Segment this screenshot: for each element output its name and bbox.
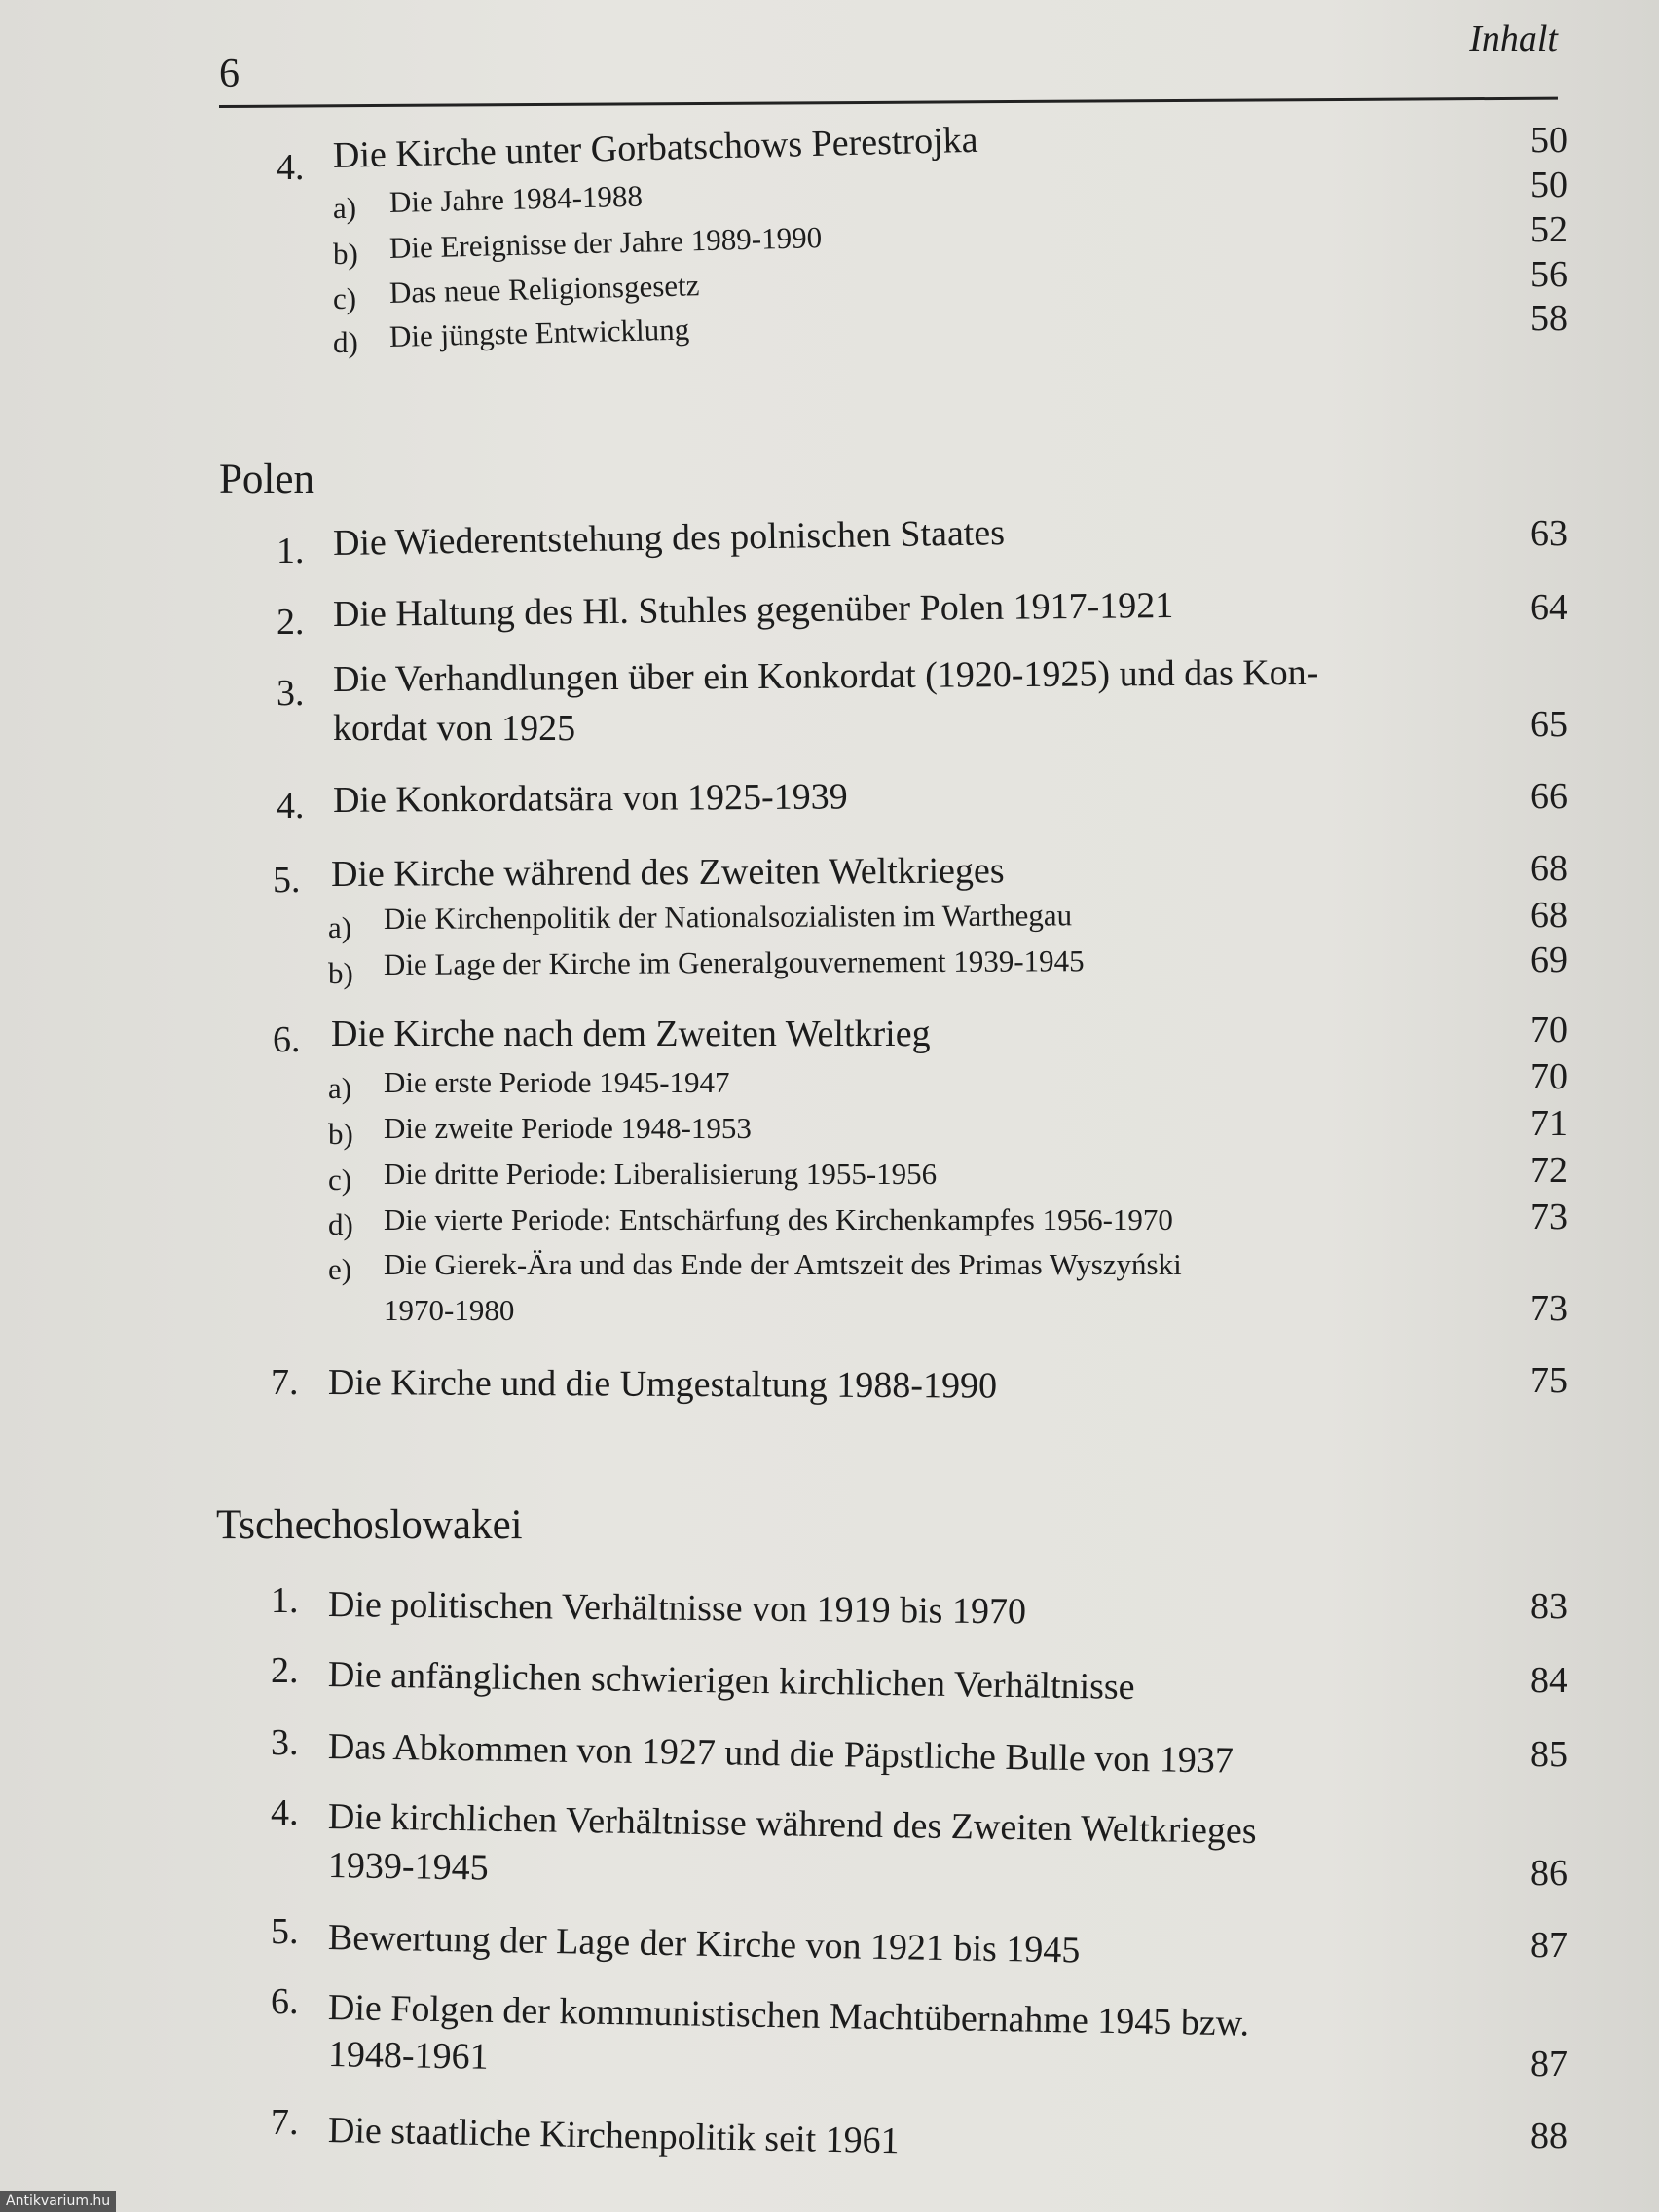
entry-number: 3. — [276, 673, 305, 714]
subentry-letter: a) — [328, 1071, 352, 1105]
section-title-polen: Polen — [219, 457, 314, 502]
entry-page: 64 — [1530, 587, 1567, 628]
entry-number: 6. — [273, 1019, 301, 1060]
subentry-page: 73 — [1530, 1288, 1567, 1329]
subentry-title: Die dritte Periode: Liberalisierung 1955-1956 — [384, 1157, 938, 1191]
entry-title: Bewertung der Lage der Kirche von 1921 bis 1945 — [327, 1917, 1081, 1972]
entry-title: Die Haltung des Hl. Stuhles gegenüber Polen 1917-1921 — [332, 584, 1174, 635]
entry-number: 4. — [271, 1792, 299, 1833]
subentry-page: 73 — [1530, 1197, 1567, 1237]
subentry-title: Die Kirchenpolitik der Nationalsozialisten im Warthegau — [383, 898, 1073, 936]
subentry-title: Die Jahre 1984-1988 — [388, 178, 644, 219]
subentry-letter: c) — [333, 281, 357, 315]
entry-number: 3. — [271, 1722, 299, 1763]
subentry-letter: c) — [328, 1162, 352, 1197]
subentry-page: 71 — [1530, 1103, 1567, 1144]
subentry-page: 50 — [1530, 165, 1567, 205]
subentry-letter: d) — [333, 325, 358, 359]
section-title-tschechoslowakei: Tschechoslowakei — [216, 1502, 523, 1548]
entry-page: 87 — [1530, 1925, 1567, 1966]
entry-number: 2. — [271, 1650, 299, 1691]
entry-title: Die Kirche unter Gorbatschows Perestrojka — [332, 119, 979, 176]
entry-number: 1. — [276, 531, 305, 571]
subentry-title: Das neue Religionsgesetz — [388, 268, 700, 310]
entry-page: 84 — [1530, 1660, 1567, 1701]
subentry-title-continued: 1970-1980 — [384, 1293, 515, 1327]
page-number: 6 — [219, 52, 240, 96]
entry-title: Die Kirche während des Zweiten Weltkrieges — [330, 850, 1005, 895]
entry-page: 65 — [1530, 704, 1567, 745]
subentry-letter: b) — [328, 956, 353, 990]
subentry-letter: a) — [333, 191, 357, 225]
subentry-letter: e) — [328, 1252, 352, 1286]
running-head: Inhalt — [1469, 18, 1558, 59]
entry-page: 83 — [1530, 1586, 1567, 1627]
entry-page: 86 — [1530, 1853, 1567, 1894]
entry-page: 50 — [1530, 120, 1567, 161]
entry-page: 70 — [1530, 1010, 1567, 1051]
entry-number: 2. — [276, 602, 305, 643]
entry-title: Die Wiederentstehung des polnischen Staates — [332, 512, 1006, 564]
entry-number: 5. — [271, 1911, 299, 1952]
subentry-letter: d) — [328, 1207, 353, 1241]
watermark-footer: Antikvarium.hu — [0, 2191, 116, 2212]
entry-number: 7. — [271, 1362, 299, 1403]
subentry-title: Die erste Periode 1945-1947 — [384, 1065, 730, 1099]
subentry-letter: a) — [328, 910, 352, 944]
subentry-title: Die Ereignisse der Jahre 1989-1990 — [388, 220, 823, 265]
subentry-title: Die vierte Periode: Entschärfung des Kirchenkampfes 1956-1970 — [384, 1202, 1173, 1236]
entry-page: 63 — [1530, 513, 1567, 554]
subentry-title: Die Lage der Kirche im Generalgouvernement 1939-1945 — [383, 943, 1085, 981]
entry-title: Das Abkommen von 1927 und die Päpstliche Bulle von 1937 — [327, 1726, 1235, 1782]
subentry-letter: b) — [328, 1117, 353, 1151]
entry-number: 1. — [271, 1580, 299, 1621]
subentry-title: Die jüngste Entwicklung — [388, 312, 690, 353]
subentry-page: 52 — [1530, 209, 1567, 250]
subentry-page: 70 — [1530, 1056, 1567, 1097]
entry-title: Die Verhandlungen über ein Konkordat (1920-1925) und das Kon- — [332, 651, 1319, 700]
entry-number: 7. — [271, 2102, 299, 2143]
entry-number: 4. — [276, 147, 305, 188]
entry-page: 88 — [1530, 2116, 1567, 2157]
entry-title-continued: kordat von 1925 — [333, 708, 576, 749]
entry-page: 85 — [1530, 1734, 1567, 1775]
subentry-page: 69 — [1530, 940, 1567, 980]
entry-number: 4. — [276, 786, 305, 827]
entry-title: Die anfänglichen schwierigen kirchlichen Verhältnisse — [327, 1654, 1135, 1709]
subentry-page: 68 — [1530, 895, 1567, 936]
subentry-letter: b) — [333, 237, 358, 271]
entry-title: Die Kirche nach dem Zweiten Weltkrieg — [331, 1014, 931, 1054]
entry-title-continued: 1948-1961 — [327, 2034, 489, 2078]
entry-page: 75 — [1530, 1360, 1567, 1401]
entry-title: Die kirchlichen Verhältnisse während des Zweiten Weltkrieges — [327, 1796, 1257, 1852]
entry-page: 68 — [1530, 848, 1567, 889]
entry-title: Die politischen Verhältnisse von 1919 bis 1970 — [327, 1584, 1027, 1633]
entry-page: 87 — [1530, 2044, 1567, 2084]
entry-number: 6. — [271, 1981, 299, 2022]
entry-number: 5. — [273, 860, 301, 901]
entry-title: Die Folgen der kommunistischen Machtübernahme 1945 bzw. — [327, 1987, 1250, 2045]
entry-title: Die staatliche Kirchenpolitik seit 1961 — [327, 2110, 901, 2162]
subentry-title: Die Gierek-Ära und das Ende der Amtszeit des Primas Wyszyński — [384, 1247, 1182, 1281]
entry-title: Die Konkordatsära von 1925-1939 — [332, 776, 848, 821]
subentry-page: 56 — [1530, 254, 1567, 295]
subentry-page: 58 — [1530, 298, 1567, 339]
entry-title: Die Kirche und die Umgestaltung 1988-1990 — [327, 1362, 998, 1407]
entry-page: 66 — [1530, 776, 1567, 817]
entry-title-continued: 1939-1945 — [327, 1845, 489, 1889]
subentry-title: Die zweite Periode 1948-1953 — [384, 1111, 752, 1145]
subentry-page: 72 — [1530, 1150, 1567, 1191]
